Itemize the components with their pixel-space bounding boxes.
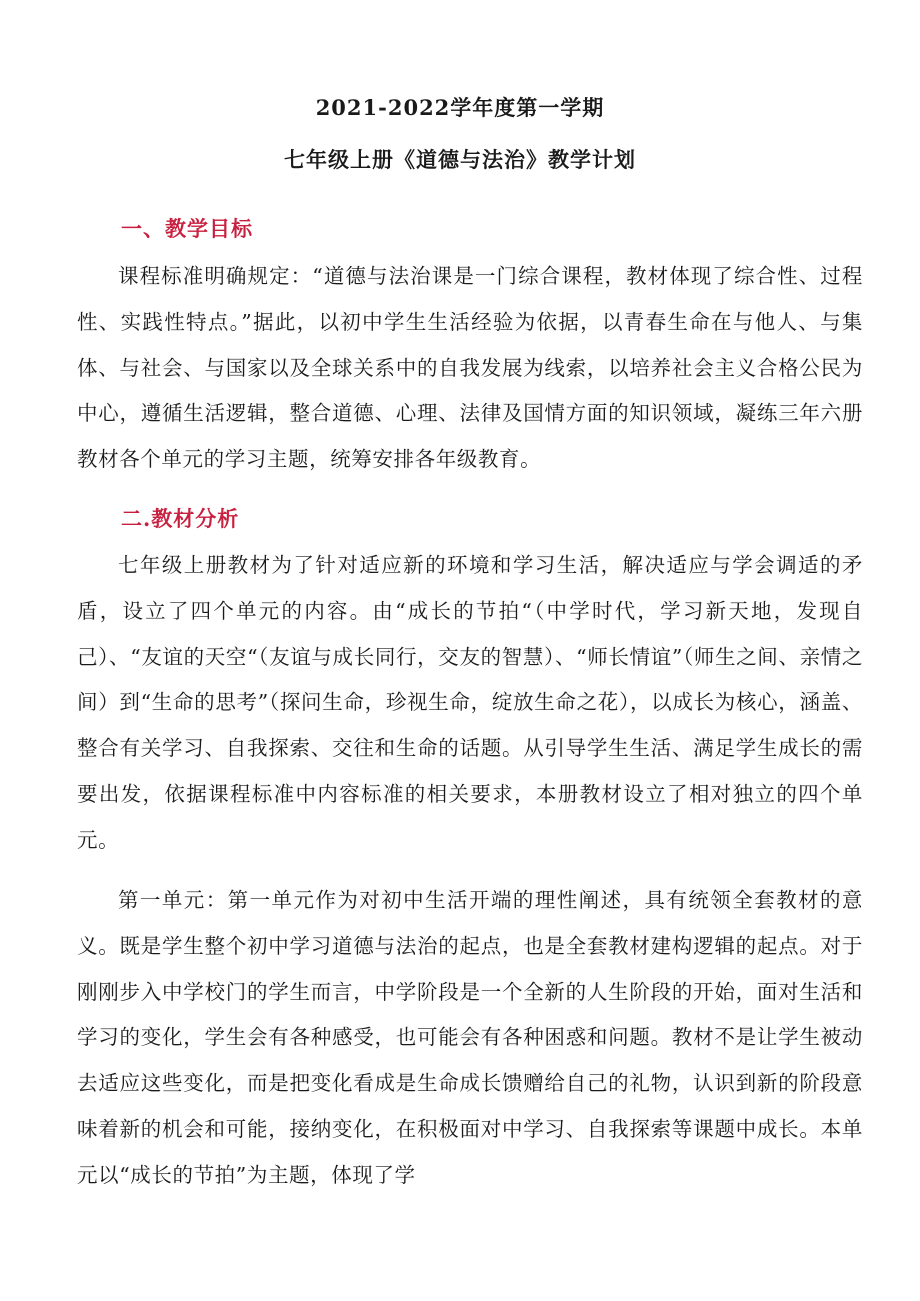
document-title-term: 2021-2022学年度第一学期 xyxy=(315,95,605,120)
paragraph-unit-one: 第一单元：第一单元作为对初中生活开端的理性阐述，具有统领全套教材的意义。既是学生整个初中学习道德与法治的起点，也是全套教材建构逻辑的起点。对于刚刚步入中学校门的学生而言，中学阶段是一个全新的人生阶段的开始，面对生活和学习的变化，学生会有各种感受，也可能会有各种困惑和问题。教材不是让学生被动去适应这些变化，而是把变化看成是生命成长馈赠给自己的礼物，认识到新的阶段意味着新的机会和可能，接纳变化，在积极面对中学习、自我探索等课题中成长。本单元以“成长的节拍”为主题，体现了学 xyxy=(77,888,863,1187)
section-heading-teaching-goals: 一、教学目标 xyxy=(121,216,253,241)
document-title-plan: 七年级上册《道德与法治》教学计划 xyxy=(284,147,636,172)
paragraph-teaching-goals: 课程标准明确规定：“道德与法治课是一门综合课程，教材体现了综合性、过程性、实践性特点。”据此，以初中学生生活经验为依据，以青春生命在与他人、与集体、与社会、与国家以及全球关系中的自我发展为线索，以培养社会主义合格公民为中心，遵循生活逻辑，整合道德、心理、法律及国情方面的知识领域，凝练三年六册教材各个单元的学习主题，统筹安排各年级教育。 xyxy=(77,264,863,472)
section-heading-textbook-analysis: 二.教材分析 xyxy=(121,506,240,531)
paragraph-textbook-overview: 七年级上册教材为了针对适应新的环境和学习生活，解决适应与学会调适的矛盾，设立了四个单元的内容。由“成长的节拍“（中学时代，学习新天地，发现自己）、“友谊的天空“（友谊与成长同行，交友的智慧）、“师长情谊”（师生之间、亲情之间）到“生命的思考”（探问生命，珍视生命，绽放生命之花），以成长为核心，涵盖、整合有关学习、自我探索、交往和生命的话题。从引导学生生活、满足学生成长的需要出发，依据课程标准中内容标准的相关要求，本册教材设立了相对独立的四个单元。 xyxy=(77,553,863,852)
